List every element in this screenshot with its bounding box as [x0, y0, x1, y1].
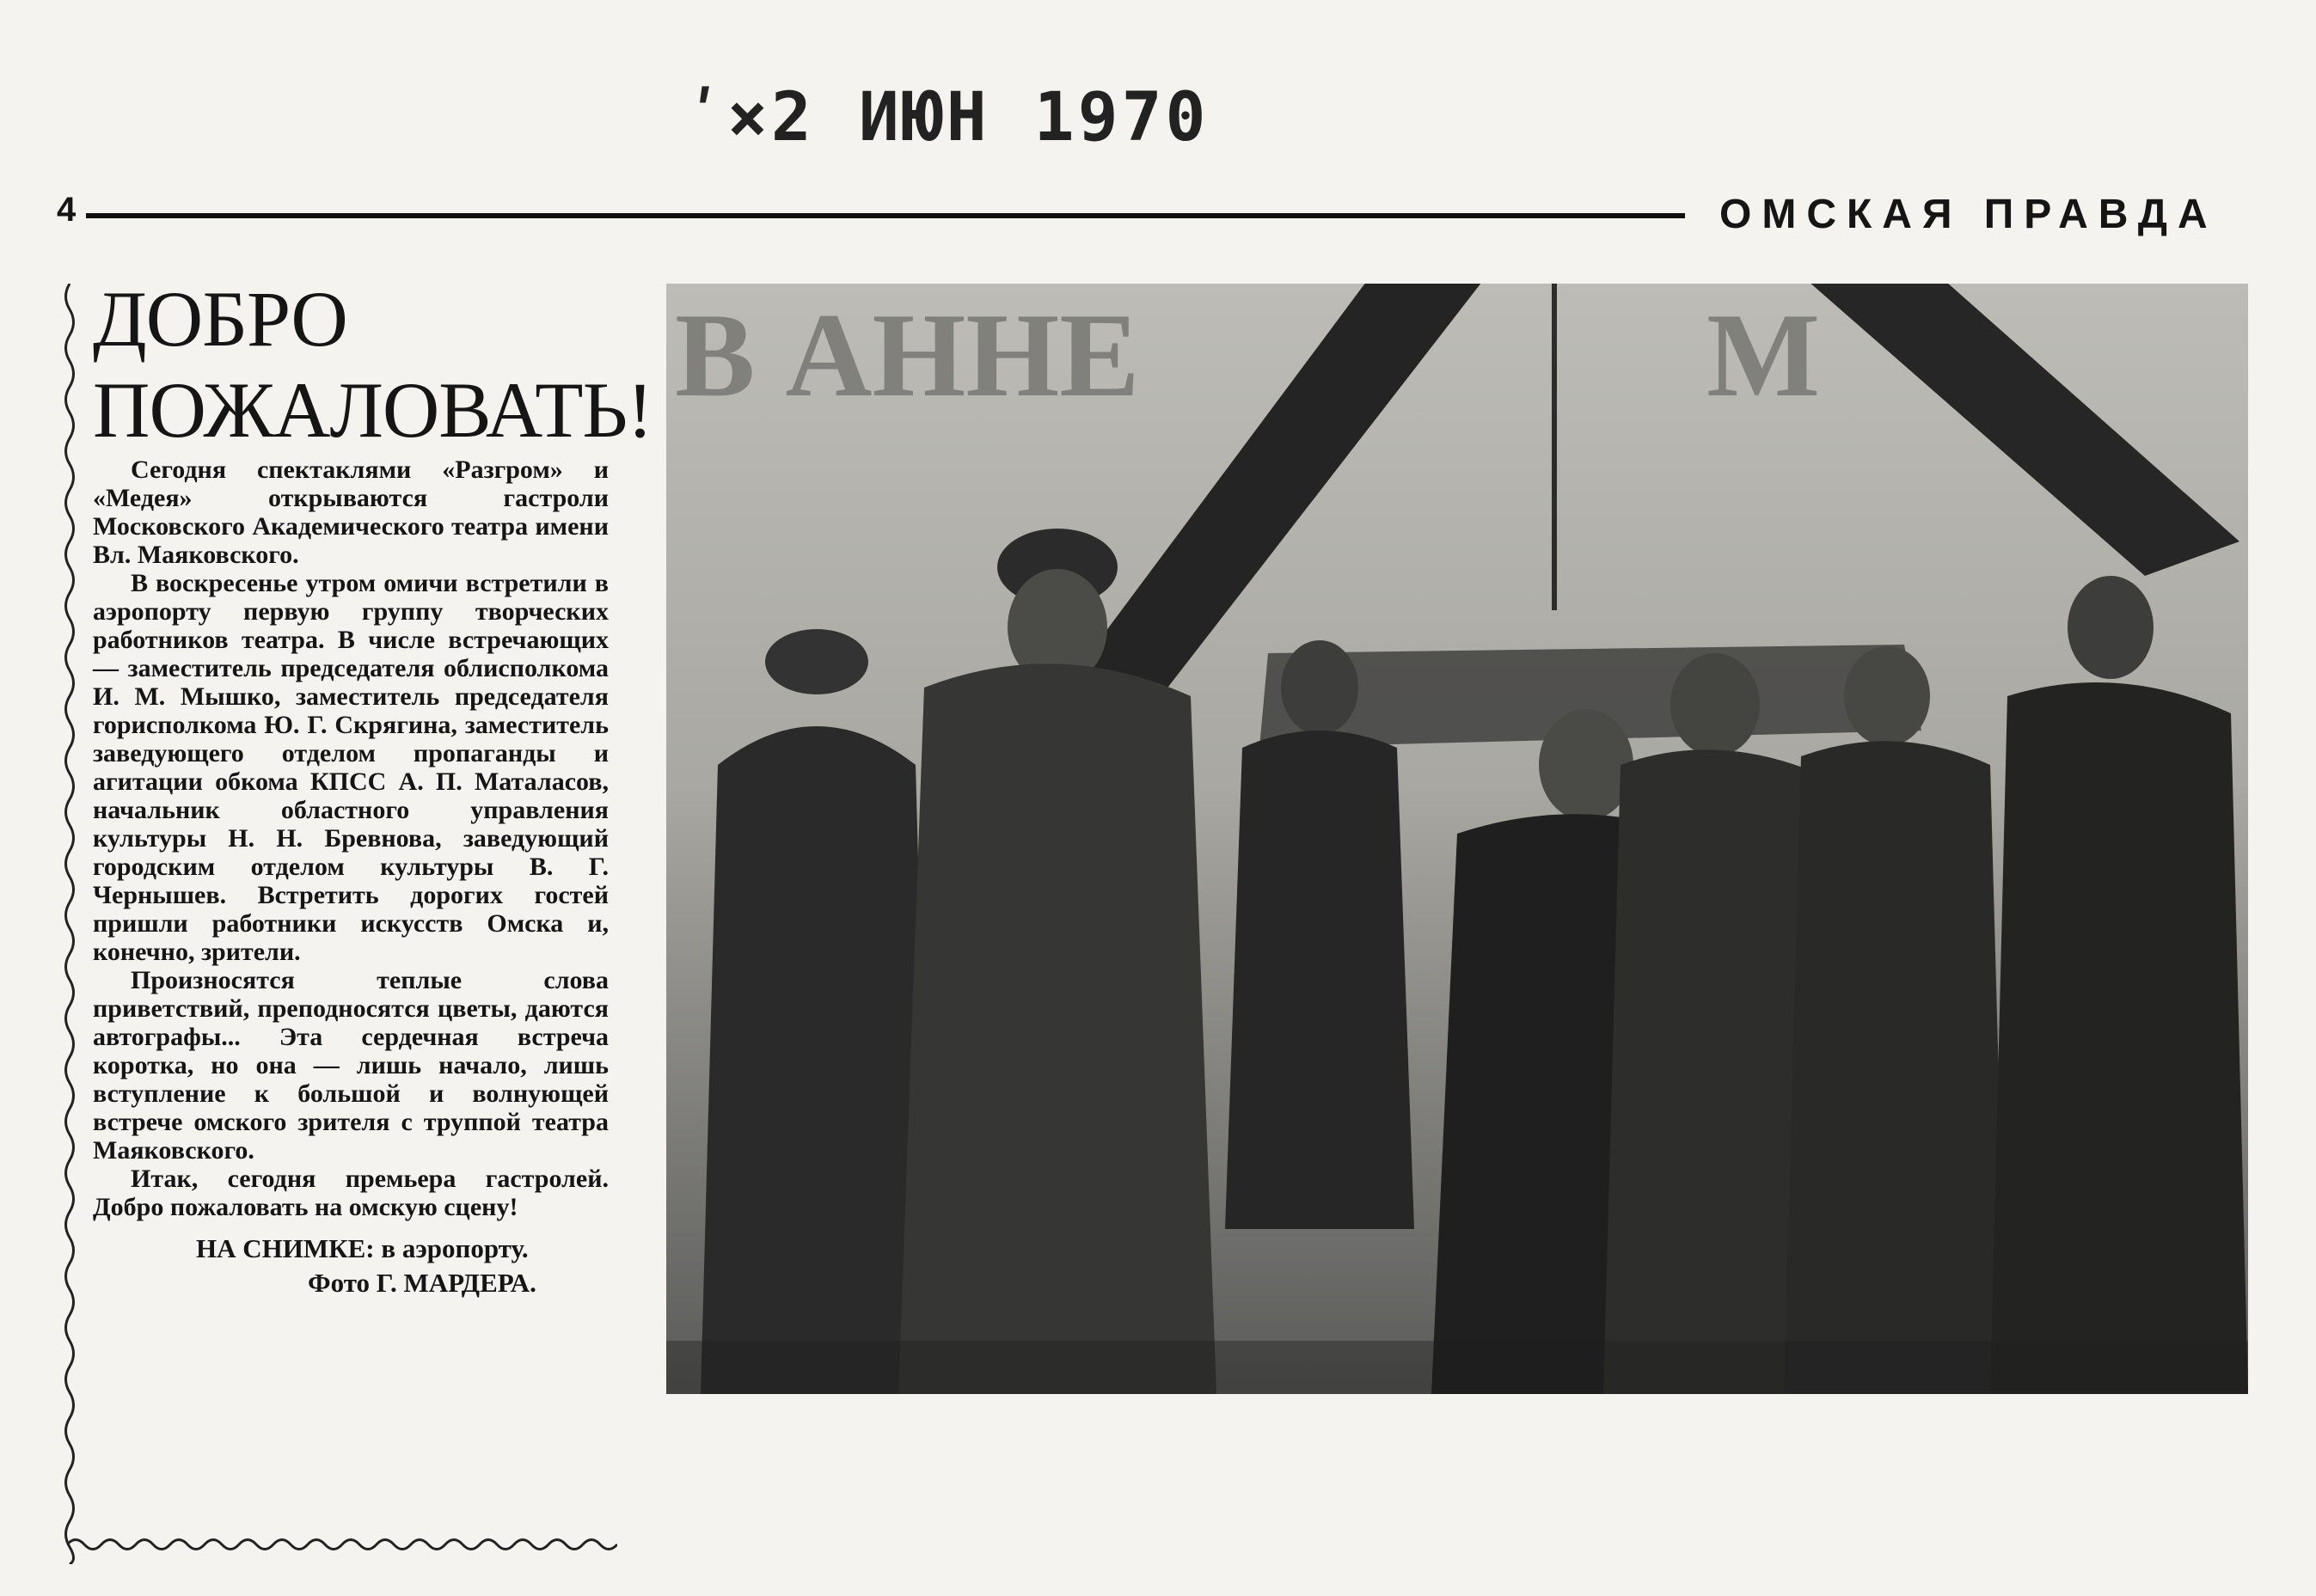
building-sign-left: В АННЕ [675, 289, 1140, 422]
article-paragraph: В воскресенье утром омичи встретили в аэропорту первую группу творческих работников театра. В числе встречающих — заместитель председателя облисполкома И. М. Мышко, заместитель председателя горисполкома Ю. Г. Скрягина, заместитель заведующего отделом пропаганды и агитации обкома КПСС А. П. Маталасов, начальник областного управления культуры Н. Н. Бревнова, заведующий городским отделом культуры В. Г. Чернышев. Встретить дорогих гостей пришли работники искусств Омска и, конечно, зрители. [93, 569, 609, 966]
photo-illustration [666, 284, 2248, 1394]
headline-line-1: ДОБРО [93, 275, 347, 363]
article [69, 273, 653, 1562]
article-headline [93, 273, 653, 456]
news-photo [666, 284, 2248, 1394]
photo-caption [93, 1232, 609, 1300]
page-number: 4 [57, 191, 77, 229]
date-stamp: ʹ×2 ИЮН 1970 [683, 79, 1210, 156]
headline-line-2: ПОЖАЛОВАТЬ! [93, 366, 653, 454]
article-body [93, 456, 609, 1221]
article-paragraph: Итак, сегодня премьера гастролей. Добро пожаловать на омскую сцену! [93, 1165, 609, 1221]
building-sign-right: М [1706, 289, 1821, 422]
caption-line-2: Фото Г. МАРДЕРА. [308, 1268, 536, 1298]
article-paragraph: Сегодня спектаклями «Разгром» и «Медея» открываются гастроли Московского Академического театра имени Вл. Маяковского. [93, 456, 609, 569]
caption-line-1: НА СНИМКЕ: в аэропорту. [196, 1233, 529, 1263]
newspaper-title: ОМСКАЯ ПРАВДА [1719, 192, 2218, 237]
header-rule [86, 213, 1685, 218]
article-paragraph: Произносятся теплые слова приветствий, преподносятся цветы, даются автографы... Эта сердечная встреча коротка, но она — лишь начало, лишь вступление к большой и волнующей встрече омского зрителя с труппой театра Маяковского. [93, 966, 609, 1165]
